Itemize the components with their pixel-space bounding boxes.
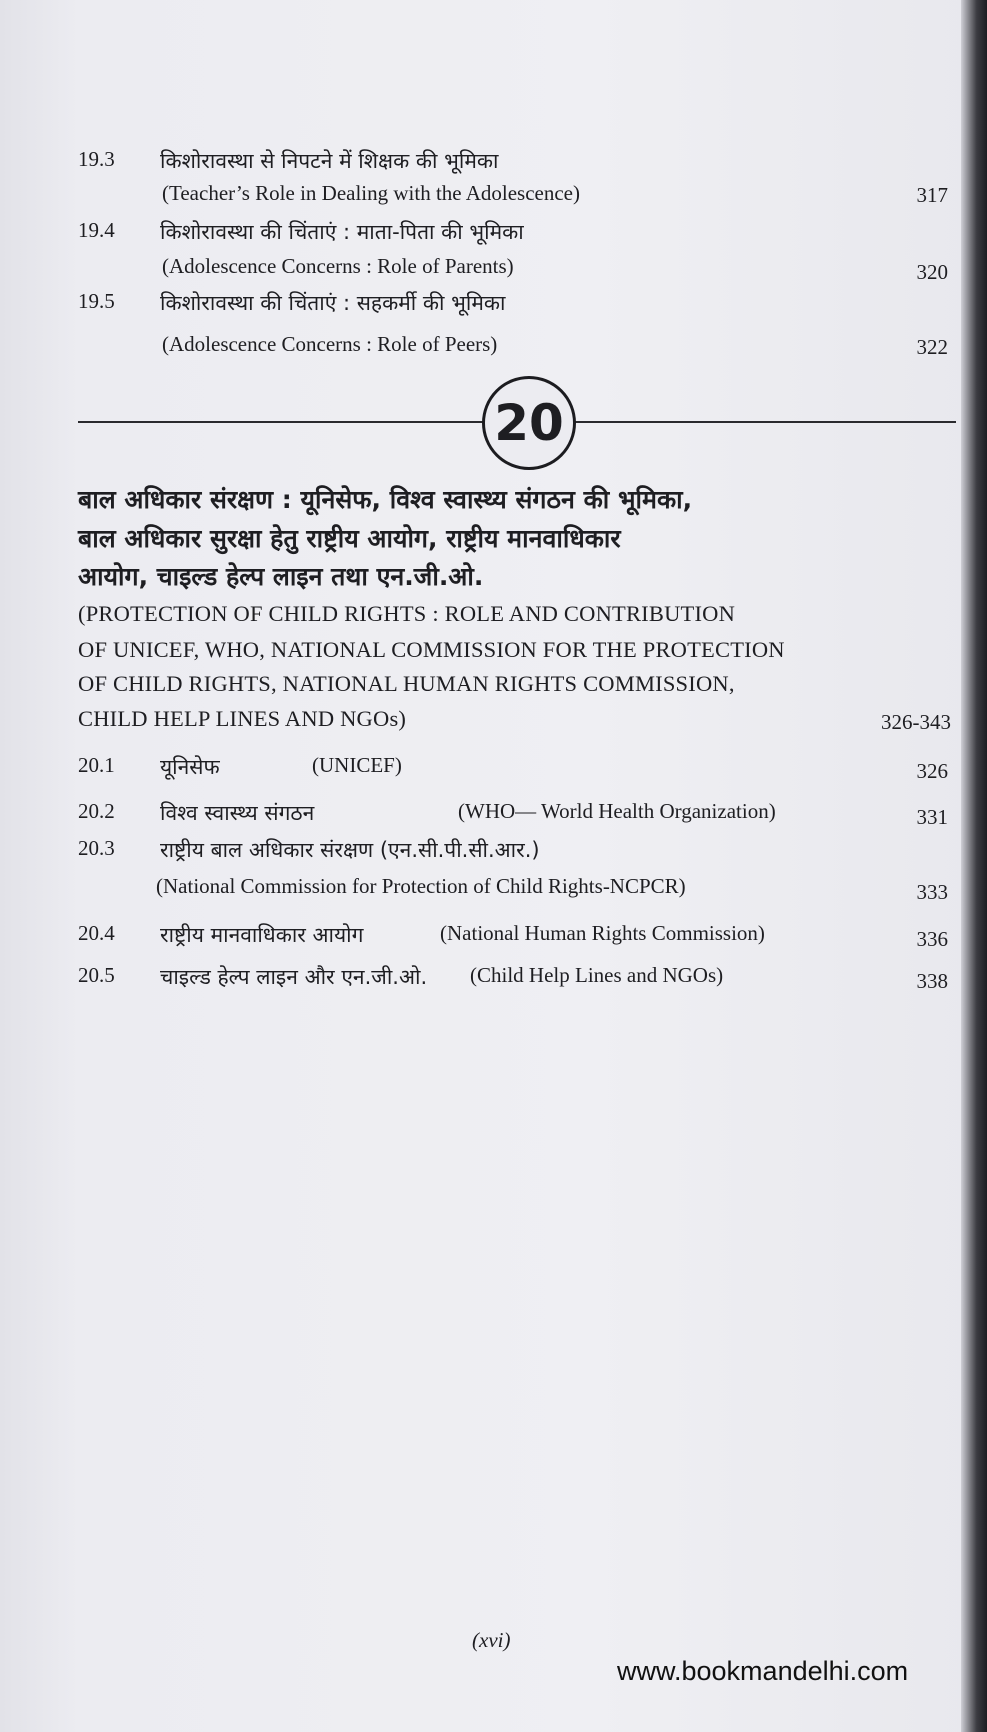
entry-page: 338 xyxy=(916,969,948,993)
entry-title-hindi: किशोरावस्था की चिंताएं : सहकर्मी की भूमिका xyxy=(160,291,506,315)
entry-page: 326 xyxy=(916,759,948,783)
website-watermark: www.bookmandelhi.com xyxy=(617,1656,909,1686)
chapter-page-range: 326-343 xyxy=(881,710,951,734)
entry-number: 20.2 xyxy=(78,799,115,823)
page-edge-shadow xyxy=(961,0,987,1732)
toc-entry-20-3 xyxy=(78,836,948,906)
entry-page: 320 xyxy=(916,260,948,284)
entry-title-hindi: राष्ट्रीय मानवाधिकार आयोग xyxy=(160,923,364,947)
toc-entry-20-1 xyxy=(78,753,948,785)
chapter-title-hindi-line-1: बाल अधिकार संरक्षण : यूनिसेफ, विश्व स्वास्थ्य संगठन की भूमिका, xyxy=(78,485,693,514)
entry-title-english: (Child Help Lines and NGOs) xyxy=(470,963,724,987)
entry-title-hindi: विश्व स्वास्थ्य संगठन xyxy=(160,801,315,825)
chapter-title-hindi-line-3: आयोग, चाइल्ड हेल्प लाइन तथा एन.जी.ओ. xyxy=(78,562,484,591)
entry-page: 336 xyxy=(916,927,948,951)
entry-title-english: (UNICEF) xyxy=(312,753,402,777)
entry-page: 322 xyxy=(916,335,948,359)
entry-page: 317 xyxy=(916,183,948,207)
entry-title-hindi: यूनिसेफ xyxy=(160,755,220,779)
entry-title-english: (WHO— World Health Organization) xyxy=(458,799,776,823)
entry-number: 20.3 xyxy=(78,836,115,860)
chapter-number-badge: 20 xyxy=(482,376,576,470)
chapter-title-english-line-1: (PROTECTION OF CHILD RIGHTS : ROLE AND CONTRIBUTION xyxy=(78,601,736,626)
entry-title-english: (Adolescence Concerns : Role of Peers) xyxy=(162,332,498,356)
chapter-title-english-line-2: OF UNICEF, WHO, NATIONAL COMMISSION FOR THE PROTECTION xyxy=(78,637,785,662)
chapter-title-english-line-3: OF CHILD RIGHTS, NATIONAL HUMAN RIGHTS COMMISSION, xyxy=(78,671,735,696)
entry-number: 20.1 xyxy=(78,753,115,777)
entry-title-english: (National Human Rights Commission) xyxy=(440,921,765,945)
entry-title-hindi: किशोरावस्था की चिंताएं : माता-पिता की भूमिका xyxy=(160,220,524,244)
toc-entry-20-5 xyxy=(78,963,948,995)
entry-page: 333 xyxy=(916,880,948,904)
entry-number: 20.5 xyxy=(78,963,115,987)
entry-number: 19.4 xyxy=(78,218,115,242)
entry-title-hindi: किशोरावस्था से निपटने में शिक्षक की भूमिका xyxy=(160,149,499,173)
entry-title-english: (National Commission for Protection of Child Rights-NCPCR) xyxy=(156,874,686,898)
toc-entry-20-4 xyxy=(78,921,948,953)
chapter-title-english-line-4: CHILD HELP LINES AND NGOs) xyxy=(78,706,407,731)
toc-entry-20-2 xyxy=(78,799,948,831)
divider-left xyxy=(78,421,484,423)
toc-entry-19-5 xyxy=(78,289,948,359)
entry-page: 331 xyxy=(916,805,948,829)
chapter-title-hindi-line-2: बाल अधिकार सुरक्षा हेतु राष्ट्रीय आयोग, राष्ट्रीय मानवाधिकार xyxy=(78,524,621,553)
page-number: (xvi) xyxy=(472,1628,511,1652)
entry-number: 19.3 xyxy=(78,147,115,171)
toc-entry-19-4 xyxy=(78,218,948,284)
toc-entry-19-3 xyxy=(78,147,948,207)
entry-title-english: (Adolescence Concerns : Role of Parents) xyxy=(162,254,514,278)
divider-right xyxy=(574,421,956,423)
entry-number: 19.5 xyxy=(78,289,115,313)
entry-title-hindi: राष्ट्रीय बाल अधिकार संरक्षण (एन.सी.पी.सी.आर.) xyxy=(160,838,540,862)
entry-number: 20.4 xyxy=(78,921,115,945)
entry-title-hindi: चाइल्ड हेल्प लाइन और एन.जी.ओ. xyxy=(160,965,428,989)
entry-title-english: (Teacher’s Role in Dealing with the Adolescence) xyxy=(162,181,580,205)
